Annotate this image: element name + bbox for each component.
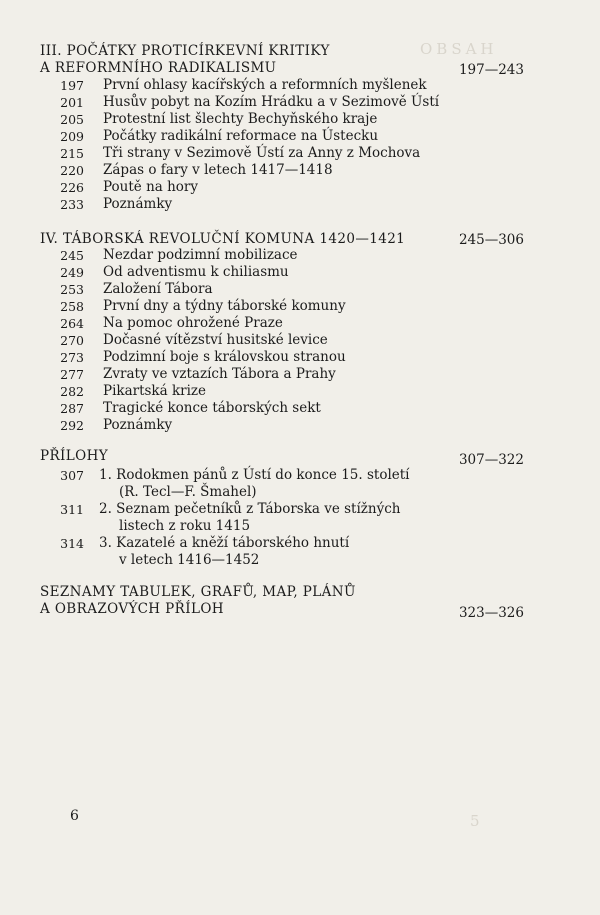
toc-entry: [0, 94, 600, 111]
entry-title: Nezdar podzimní mobilizace: [103, 247, 298, 263]
section-page-range: 323—326: [458, 605, 524, 621]
entry-page-number: 258: [60, 299, 84, 314]
entry-page-number: 282: [60, 384, 84, 399]
entry-title: Poznámky: [103, 196, 173, 212]
toc-entry: [0, 349, 600, 366]
toc-entry: [0, 128, 600, 145]
toc-entry-continuation: [0, 518, 600, 535]
entry-title: Zápas o fary v letech 1417—1418: [103, 162, 333, 178]
entry-page-number: 273: [60, 350, 84, 365]
page-number: 6: [70, 808, 79, 824]
show-through-text: OBSAH: [420, 40, 498, 58]
toc-entry: [0, 111, 600, 128]
entry-page-number: 292: [60, 418, 84, 433]
entry-page-number: 233: [60, 197, 84, 212]
section-title-line: SEZNAMY TABULEK, GRAFŮ, MAP, PLÁNŮ: [40, 584, 356, 600]
entry-title: Zvraty ve vztazích Tábora a Prahy: [103, 366, 336, 382]
entry-page-number: 307: [60, 468, 84, 483]
section-title-line: A OBRAZOVÝCH PŘÍLOH: [40, 601, 224, 617]
toc-entry: [0, 332, 600, 349]
entry-title: Podzimní boje s královskou stranou: [103, 349, 346, 365]
section-title-line: A REFORMNÍHO RADIKALISMU: [40, 60, 277, 76]
entry-page-number: 245: [60, 248, 84, 263]
entry-title: 2. Seznam pečetníků z Táborska ve stížných: [99, 501, 401, 517]
entry-page-number: 277: [60, 367, 84, 382]
entry-page-number: 253: [60, 282, 84, 297]
toc-entry: [0, 77, 600, 94]
entry-page-number: 209: [60, 129, 84, 144]
toc-entry-continuation: [0, 552, 600, 569]
show-through-text: 5: [470, 812, 480, 830]
entry-page-number: 220: [60, 163, 84, 178]
toc-entry: [0, 247, 600, 264]
entry-title: Od adventismu k chiliasmu: [103, 264, 289, 280]
entry-page-number: 264: [60, 316, 84, 331]
toc-entry: [0, 315, 600, 332]
entry-title: První dny a týdny táborské komuny: [103, 298, 346, 314]
entry-title: Protestní list šlechty Bechyňského kraje: [103, 111, 378, 127]
toc-entry: [0, 501, 600, 518]
section-title-line: IV. TÁBORSKÁ REVOLUČNÍ KOMUNA 1420—1421: [40, 231, 406, 247]
entry-title: Počátky radikální reformace na Ústecku: [103, 128, 379, 144]
entry-title: Poutě na hory: [103, 179, 199, 195]
toc-entry: [0, 400, 600, 417]
section-page-range: 307—322: [458, 452, 524, 468]
entry-page-number: 249: [60, 265, 84, 280]
toc-entry: [0, 366, 600, 383]
entry-title: Na pomoc ohrožené Praze: [103, 315, 283, 331]
toc-entry: [0, 417, 600, 434]
entry-title: Dočasné vítězství husitské levice: [103, 332, 328, 348]
toc-entry: [0, 145, 600, 162]
entry-title-continued: v letech 1416—1452: [119, 552, 260, 568]
toc-entry: [0, 162, 600, 179]
entry-page-number: 287: [60, 401, 84, 416]
entry-title: Husův pobyt na Kozím Hrádku a v Sezimově Ústí: [103, 94, 440, 110]
toc-entry-continuation: [0, 484, 600, 501]
section-page-range: 197—243: [458, 62, 524, 78]
entry-title: Pikartská krize: [103, 383, 207, 399]
toc-entry: [0, 196, 600, 213]
entry-title: Poznámky: [103, 417, 173, 433]
toc-entry: [0, 467, 600, 484]
section-title-line: III. POČÁTKY PROTICÍRKEVNÍ KRITIKY: [40, 43, 330, 59]
entry-title: Tři strany v Sezimově Ústí za Anny z Mochova: [103, 145, 421, 161]
entry-page-number: 197: [60, 78, 84, 93]
toc-entry: [0, 535, 600, 552]
entry-title-continued: (R. Tecl—F. Šmahel): [119, 484, 257, 500]
entry-title: Založení Tábora: [103, 281, 213, 297]
toc-entry: [0, 281, 600, 298]
toc-entry: [0, 179, 600, 196]
entry-title-continued: listech z roku 1415: [119, 518, 251, 534]
entry-page-number: 270: [60, 333, 84, 348]
entry-title: První ohlasy kacířských a reformních myšlenek: [103, 77, 427, 93]
entry-page-number: 205: [60, 112, 84, 127]
entry-page-number: 311: [60, 502, 84, 517]
section-title-line: PŘÍLOHY: [40, 448, 109, 464]
toc-entry: [0, 298, 600, 315]
entry-page-number: 215: [60, 146, 84, 161]
section-page-range: 245—306: [458, 232, 524, 248]
entry-page-number: 314: [60, 536, 84, 551]
entry-title: 3. Kazatelé a kněží táborského hnutí: [99, 535, 350, 551]
entry-title: 1. Rodokmen pánů z Ústí do konce 15. století: [99, 467, 410, 483]
entry-title: Tragické konce táborských sekt: [103, 400, 321, 416]
entry-page-number: 226: [60, 180, 84, 195]
toc-entry: [0, 264, 600, 281]
entry-page-number: 201: [60, 95, 84, 110]
toc-entry: [0, 383, 600, 400]
